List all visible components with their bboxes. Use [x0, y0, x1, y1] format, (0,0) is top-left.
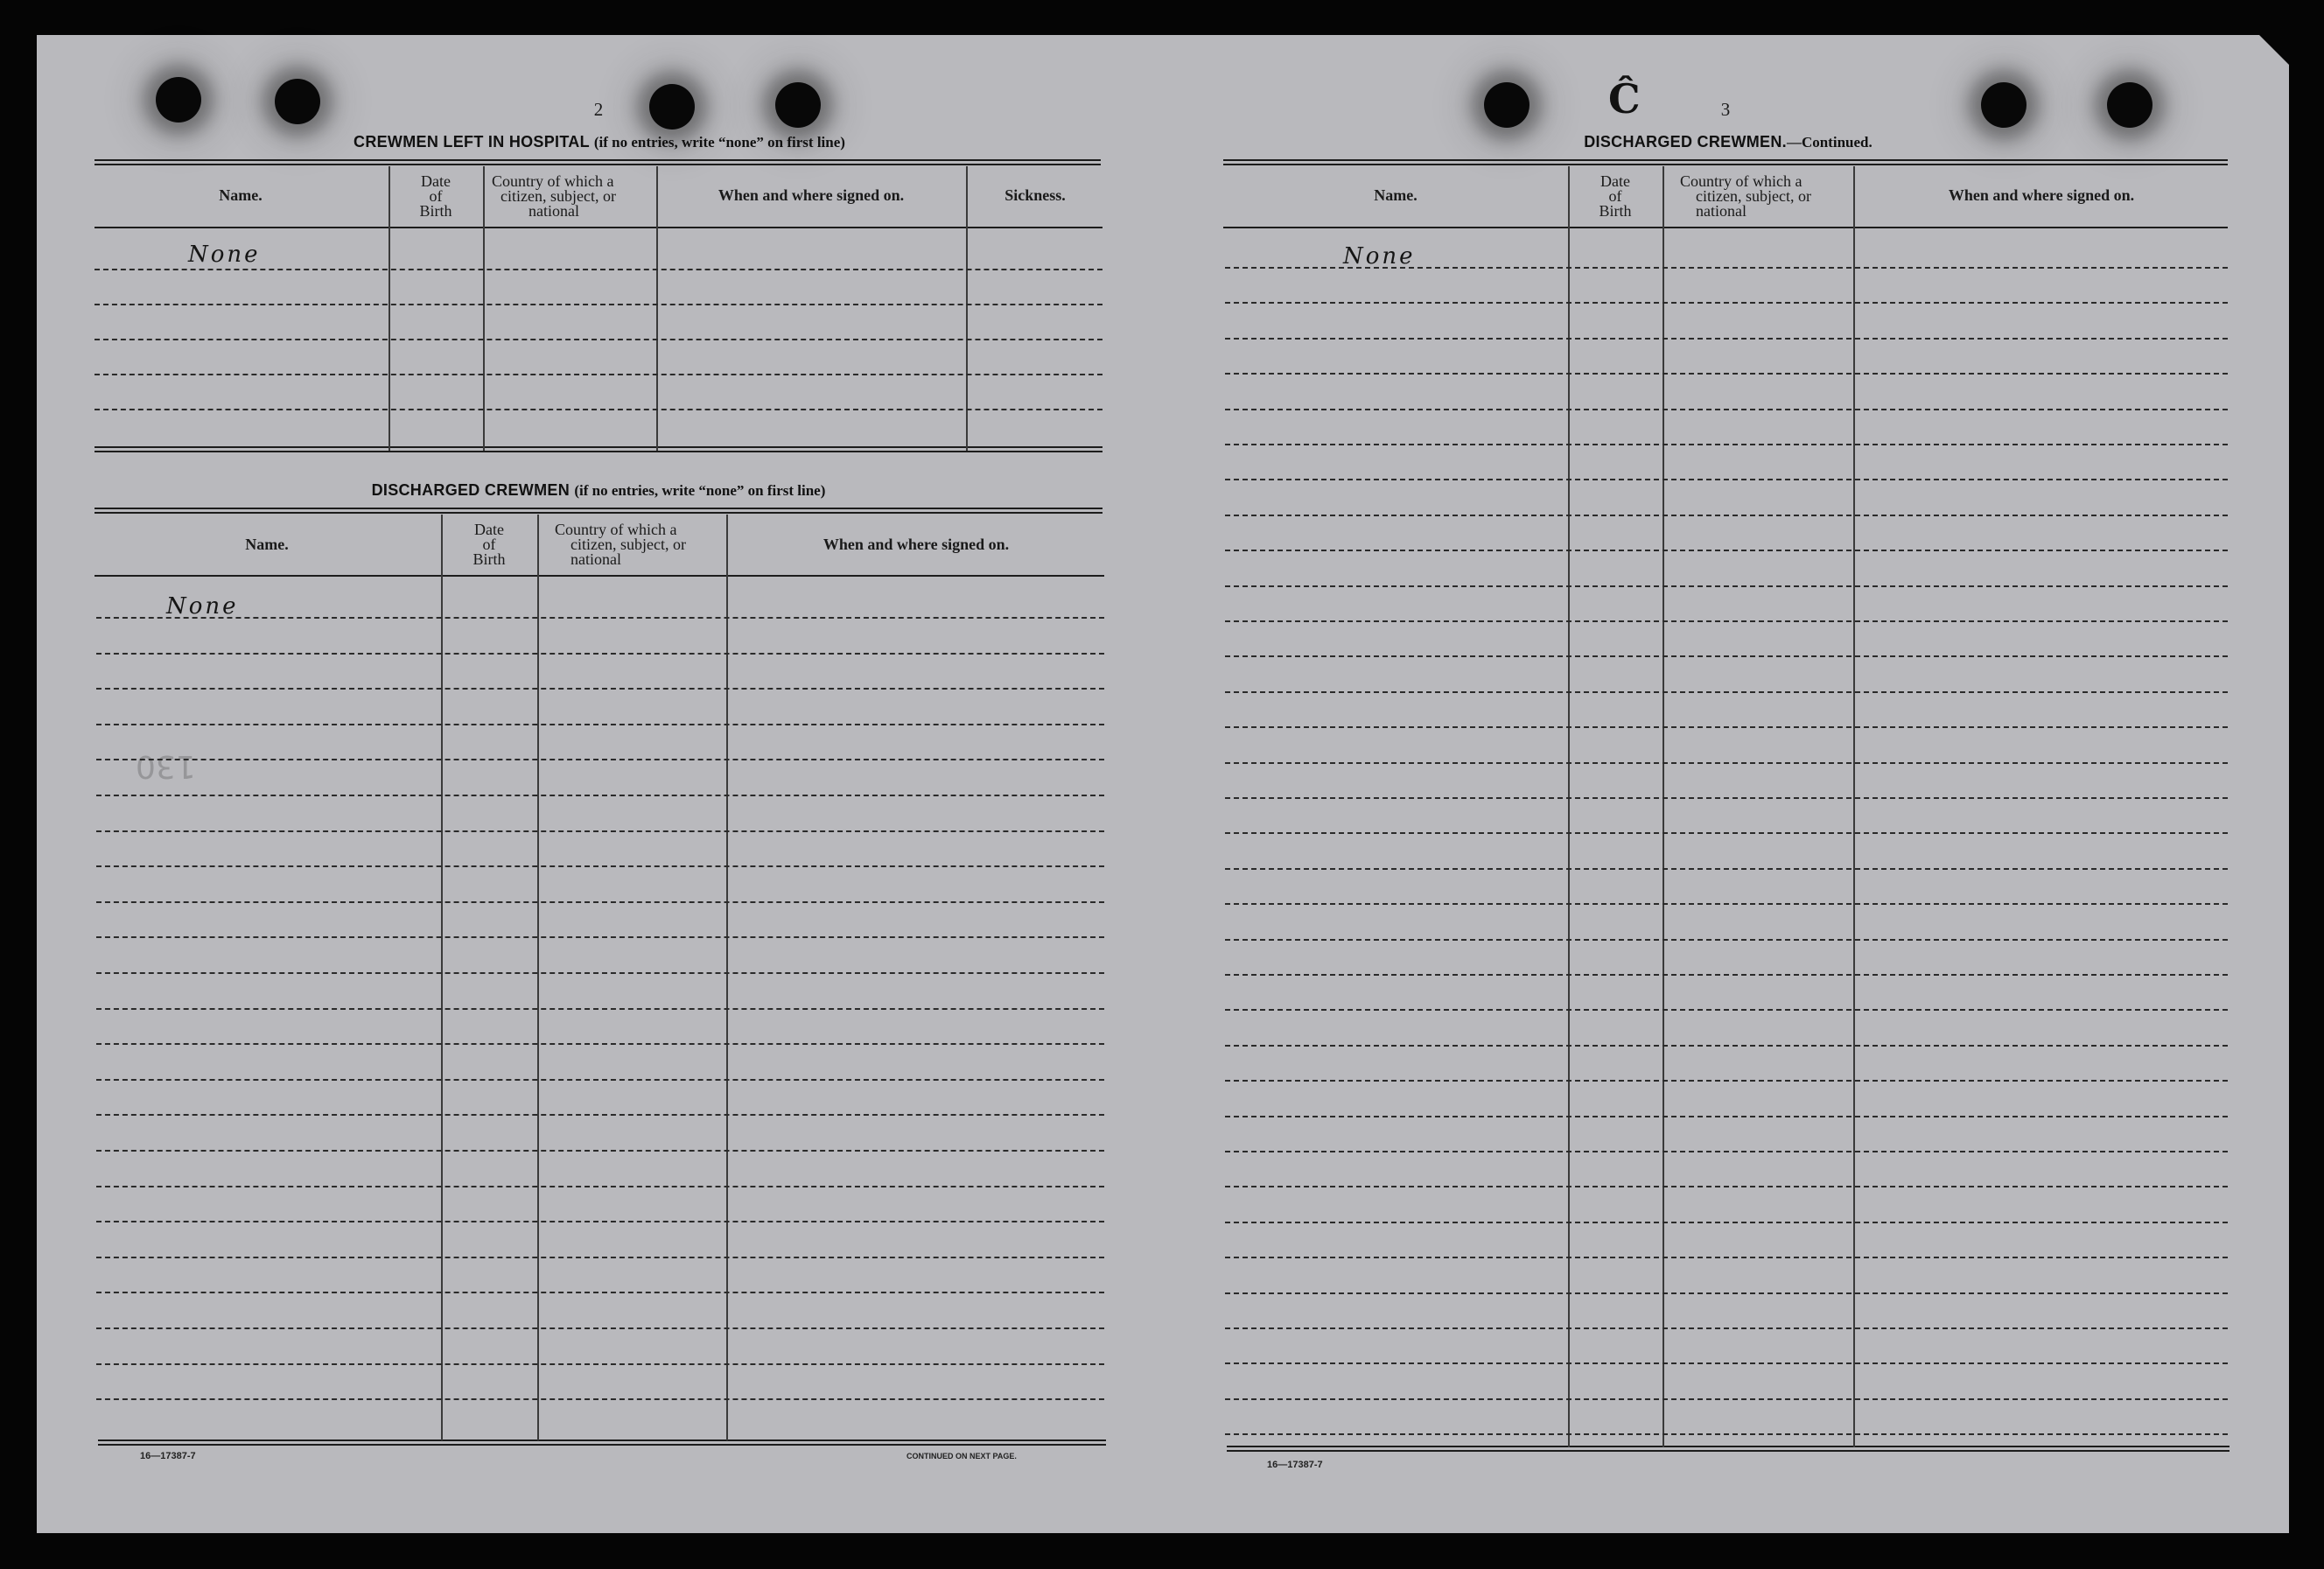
hospital-bottom-rule [94, 446, 1102, 452]
document-sheet [37, 35, 2289, 1533]
form-row-line [96, 795, 1104, 796]
form-row-line [96, 688, 1104, 690]
discharged-top-rule [94, 508, 1102, 514]
left-page-number: 2 [593, 99, 604, 120]
form-row-line [1225, 267, 2228, 269]
form-row-line [1225, 797, 2228, 799]
hospital-header-dob [390, 174, 481, 219]
continued-header-country [1680, 174, 1852, 219]
country-line: Country of which a [492, 172, 614, 190]
dob-line: of [1608, 187, 1622, 205]
dob-line: of [429, 187, 443, 205]
dob-line: of [482, 536, 496, 553]
form-row-line [1225, 832, 2228, 834]
hospital-title-text: CREWMEN LEFT IN HOSPITAL [354, 133, 590, 151]
form-row-line [1225, 1009, 2228, 1011]
discharged-header-signed-on: When and where signed on. [822, 536, 1010, 553]
country-line: national [1696, 202, 1746, 220]
right-page-number: 3 [1720, 99, 1731, 120]
form-row-line [96, 972, 1104, 974]
form-row-line [1225, 1116, 2228, 1117]
hospital-header-rule [94, 227, 1102, 228]
form-row-line [1225, 903, 2228, 905]
hospital-header-name: Name. [219, 186, 262, 204]
hospital-row-line [94, 409, 1102, 410]
form-row-line [1225, 1362, 2228, 1364]
form-row-line [96, 1398, 1104, 1400]
hospital-header-signed-on: When and where signed on. [718, 186, 905, 204]
punch-hole [156, 77, 201, 123]
hospital-handwritten-entry: None [188, 242, 261, 268]
form-row-line [96, 1363, 1104, 1365]
left-form-number: 16—17387-7 [140, 1451, 196, 1461]
form-row-line [1225, 1327, 2228, 1329]
discharged-header-dob [443, 522, 536, 567]
form-row-line [1225, 655, 2228, 657]
form-row-line [96, 1043, 1104, 1045]
form-row-line [1225, 1433, 2228, 1435]
form-row-line [96, 1292, 1104, 1293]
form-row-line [1225, 1257, 2228, 1258]
form-row-line [96, 724, 1104, 725]
form-row-line [1225, 974, 2228, 976]
continued-top-rule [1223, 159, 2228, 165]
country-line: citizen, subject, or [1696, 187, 1811, 205]
country-line: citizen, subject, or [570, 536, 686, 553]
right-form-number: 16—17387-7 [1267, 1460, 1323, 1470]
continued-subtitle: —Continued. [1786, 134, 1872, 151]
continued-col-divider [1853, 166, 1855, 1447]
form-row-line [1225, 620, 2228, 622]
form-row-line [1225, 479, 2228, 480]
form-row-line [96, 1186, 1104, 1187]
form-row-line [1225, 1398, 2228, 1400]
hospital-header-country [492, 174, 658, 219]
dob-line: Birth [1599, 202, 1632, 220]
discharged-header-name: Name. [245, 536, 289, 553]
form-row-line [96, 1221, 1104, 1222]
form-row-line [1225, 1045, 2228, 1047]
continued-header-signed-on: When and where signed on. [1948, 186, 2135, 204]
hospital-section-title [96, 133, 1102, 151]
continued-note: CONTINUED ON NEXT PAGE. [906, 1452, 1017, 1460]
country-line: national [570, 550, 621, 568]
form-row-line [1225, 1080, 2228, 1082]
hospital-row-line [94, 339, 1102, 340]
dob-line: Date [421, 172, 451, 190]
faded-stamp: 130 [136, 748, 196, 784]
discharged-bottom-rule [98, 1439, 1106, 1446]
punch-hole [275, 79, 320, 124]
form-row-line [1225, 550, 2228, 551]
form-row-line [96, 617, 1104, 619]
form-row-line [96, 901, 1104, 903]
punch-hole [1484, 82, 1530, 128]
continued-handwritten-entry: None [1343, 243, 1416, 270]
form-row-line [1225, 373, 2228, 375]
form-row-line [1225, 1186, 2228, 1187]
form-row-line [1225, 726, 2228, 728]
form-row-line [1225, 302, 2228, 304]
form-row-line [96, 936, 1104, 938]
form-row-line [1225, 691, 2228, 693]
hospital-header-sickness: Sickness. [1004, 186, 1066, 204]
country-line: citizen, subject, or [500, 187, 616, 205]
form-row-line [96, 1257, 1104, 1258]
form-row-line [96, 1150, 1104, 1152]
country-line: Country of which a [555, 521, 677, 538]
discharged-header-country [555, 522, 724, 567]
continued-col-divider [1662, 166, 1664, 1447]
hospital-row-line [94, 269, 1102, 270]
dob-line: Birth [419, 202, 452, 220]
punch-hole [775, 82, 821, 128]
dob-line: Date [474, 521, 504, 538]
hospital-top-rule [94, 159, 1101, 165]
country-line: Country of which a [1680, 172, 1802, 190]
form-row-line [1225, 338, 2228, 340]
form-row-line [96, 759, 1104, 760]
form-row-line [96, 865, 1104, 867]
continued-section-title [1225, 133, 2231, 151]
form-row-line [96, 1327, 1104, 1329]
form-row-line [1225, 1292, 2228, 1294]
form-row-line [96, 1114, 1104, 1116]
continued-header-dob [1570, 174, 1661, 219]
discharged-handwritten-entry: None [166, 593, 239, 620]
discharged-header-rule [94, 575, 1104, 577]
form-row-line [1225, 515, 2228, 516]
punch-hole [2107, 82, 2152, 128]
punch-hole [1981, 82, 2026, 128]
hospital-row-line [94, 374, 1102, 375]
form-row-line [1225, 1151, 2228, 1152]
hospital-row-line [94, 304, 1102, 305]
form-row-line [1225, 444, 2228, 445]
discharged-title-text: DISCHARGED CREWMEN [371, 481, 570, 499]
continued-header-name: Name. [1374, 186, 1418, 204]
dob-line: Birth [472, 550, 506, 568]
form-row-line [1225, 762, 2228, 764]
form-row-line [1225, 939, 2228, 941]
form-row-line [96, 830, 1104, 832]
dob-line: Date [1600, 172, 1630, 190]
form-row-line [1225, 868, 2228, 870]
form-row-line [1225, 1222, 2228, 1223]
page-mark: Ĉ [1608, 75, 1641, 123]
hospital-instruction: (if no entries, write “none” on first line) [593, 134, 845, 151]
form-row-line [1225, 585, 2228, 587]
punch-hole [649, 84, 695, 130]
form-row-line [96, 653, 1104, 655]
continued-bottom-rule [1227, 1446, 2230, 1452]
form-row-line [1225, 409, 2228, 410]
form-row-line [96, 1008, 1104, 1010]
discharged-section-title [94, 481, 1102, 500]
continued-title-text: DISCHARGED CREWMEN. [1584, 133, 1787, 151]
continued-header-rule [1223, 227, 2228, 228]
continued-col-divider [1568, 166, 1570, 1447]
form-row-line [96, 1079, 1104, 1081]
discharged-instruction: (if no entries, write “none” on first line) [574, 482, 826, 499]
country-line: national [528, 202, 579, 220]
